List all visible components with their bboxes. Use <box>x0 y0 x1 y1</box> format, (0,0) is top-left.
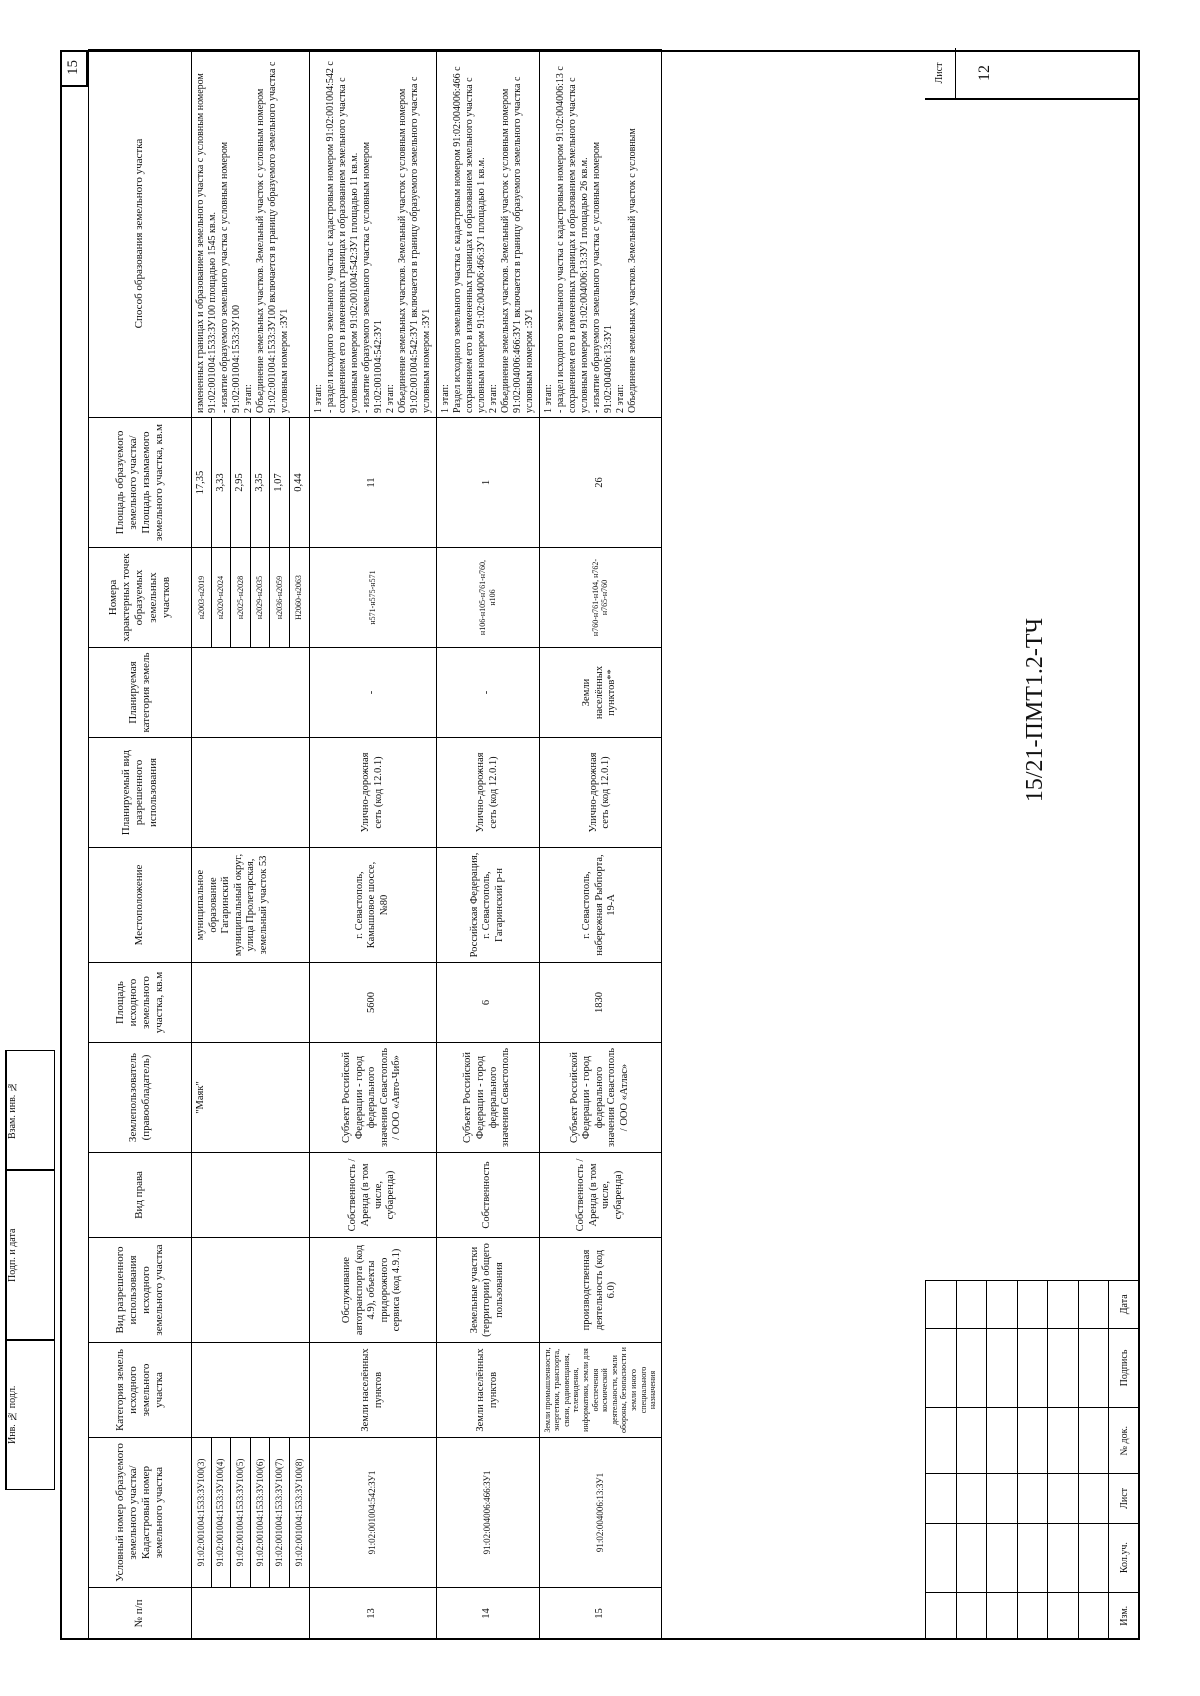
revision-labels-row <box>1109 1281 1140 1640</box>
cell-id: 91:02:004006:466:ЗУ1 <box>436 1438 539 1588</box>
cell-area: 11 <box>309 418 436 548</box>
cell-location: г. Севастополь, набережная Рыбпорта, 19-А <box>539 848 661 963</box>
cell-area: 26 <box>539 418 661 548</box>
margin-label-original: Инв. № подл. <box>6 1341 25 1489</box>
col-num: № п/п <box>89 1588 192 1640</box>
cell-points: н106-н105-н761-н760, н106 <box>436 548 539 648</box>
col-holder: Землепользователь (правообладатель) <box>89 1043 192 1153</box>
rotated-content <box>60 50 1140 1640</box>
margin-label-signature: Подп. и дата <box>6 1171 25 1339</box>
cell-location: Российская Федерация, г. Севастополь, Гагаринский р-н <box>436 848 539 963</box>
cell-id: 91:02:001004:1533:ЗУ100(7) <box>270 1438 290 1588</box>
col-category: Категория земель исходного земельного участка <box>89 1343 192 1438</box>
cell-src-area: 1830 <box>539 963 661 1043</box>
cell-points: н2036-н2059 <box>270 548 290 648</box>
cell-points: Н2060-н2063 <box>289 548 309 648</box>
cell-points: н2020-н2024 <box>211 548 231 648</box>
cell-planned-category: - <box>436 648 539 738</box>
col-src-area: Площадь исходного земельного участка, кв.м <box>89 963 192 1043</box>
cell-right <box>192 1153 310 1238</box>
document-code: 15/21-ПМТ1.2-ТЧ <box>1022 617 1048 803</box>
col-right: Вид права <box>89 1153 192 1238</box>
margin-stamp <box>0 1050 60 1690</box>
title-block <box>925 50 1140 1640</box>
cell-points: н2029-н2035 <box>250 548 270 648</box>
col-location: Местоположение <box>89 848 192 963</box>
cell-src-area <box>192 963 310 1043</box>
table-row <box>436 50 539 1640</box>
cell-area: 3,33 <box>211 418 231 548</box>
cell-id: 91:02:001004:1533:ЗУ100(6) <box>250 1438 270 1588</box>
sheet-box <box>925 48 1140 100</box>
cell-use: Земельные участки (территории) общего пользования <box>436 1238 539 1343</box>
cell-category: Земли промышленности, энергетики, транспорта, связи, радиовещания, телевидения, информатики, земли для обеспечения космической деятельности, земли обороны, безопасности и земли иного специального назначения <box>539 1343 661 1438</box>
cell-planned-category: - <box>309 648 436 738</box>
cell-use: производственная деятельность (код 6.0) <box>539 1238 661 1343</box>
cell-use <box>192 1238 310 1343</box>
cell-use: Обслуживание автотранспорта (код 4.9), объекты придорожного сервиса (код 4.9.1) <box>309 1238 436 1343</box>
cell-id: 91:02:001004:542:ЗУ1 <box>309 1438 436 1588</box>
cell-planned-category: Земли населённых пунктов** <box>539 648 661 738</box>
cell-id: 91:02:001004:1533:ЗУ100(5) <box>231 1438 251 1588</box>
cell-holder: Субъект Российской Федерации - город федерального значения Севастополь / ООО «Атлас» <box>539 1043 661 1153</box>
cell-src-area: 5600 <box>309 963 436 1043</box>
cell-planned-category <box>192 648 310 738</box>
cell-points: н571-н575-н571 <box>309 548 436 648</box>
cell-location: г. Севастополь, Камышовое шоссе, №80 <box>309 848 436 963</box>
table-header-row <box>89 50 192 1640</box>
cell-num: 13 <box>309 1588 436 1640</box>
cell-num <box>192 1588 310 1640</box>
col-planned-category: Планируемая категория земель <box>89 648 192 738</box>
cell-holder: Субъект Российской Федерации - город федерального значения Севастополь / ООО «Авто-Чиб» <box>309 1043 436 1153</box>
table-row <box>539 50 661 1640</box>
cell-num: 15 <box>539 1588 661 1640</box>
cell-id: 91:02:004006:13:ЗУ1 <box>539 1438 661 1588</box>
cell-area: 1,07 <box>270 418 290 548</box>
cell-method: измененных границах и образованием земельного участка с условным номером 91:02:001004:1533:ЗУ100 площадью 1545 кв.м. - изъятие образуемого земельного участка с условным номером 91:02:001004:1533:ЗУ100 2 этап: Объединение земельных участков. Земельный участок с условным номером 91:02:001004:1533:ЗУ100 включается в границу образуемого земельного участка с условным номером :ЗУ1 <box>192 50 310 418</box>
cell-method: 1 этап: Раздел исходного земельного участка с кадастровым номером 91:02:004006:466 с сохранением его в измененных границах и образованием земельного участка с условным номером 91:02:004006:466:ЗУ1 площадью 1 кв.м. 2 этап: Объединение земельных участков. Земельный участок с условным номером 91:02:004006:466:ЗУ1 включается в границу образуемого земельного участка с условным номером :ЗУ1 <box>436 50 539 418</box>
cell-id: 91:02:001004:1533:ЗУ100(3) <box>192 1438 212 1588</box>
cell-src-area: 6 <box>436 963 539 1043</box>
label-signature: Подпись <box>1109 1328 1140 1408</box>
cell-planned-use: Улично-дорожная сеть (код 12.0.1) <box>436 738 539 848</box>
table-row <box>309 50 436 1640</box>
cell-points: н760-н761-н104, н762-н765-н760 <box>539 548 661 648</box>
cell-holder: "Маяк" <box>192 1043 310 1153</box>
cell-area: 17,35 <box>192 418 212 548</box>
col-points: Номера характерных точек образуемых земельных участков <box>89 548 192 648</box>
sheet-number: 12 <box>976 65 993 81</box>
cell-area: 1 <box>436 418 539 548</box>
col-method: Способ образования земельного участка <box>89 50 192 418</box>
cell-area: 2,95 <box>231 418 251 548</box>
cell-right: Собственность / Аренда (в том числе, субаренда) <box>539 1153 661 1238</box>
revision-grid <box>925 1280 1140 1640</box>
cell-method: 1 этап: - раздел исходного земельного участка с кадастровым номером 91:02:004006:13 с сохранением его в измененных границах и образованием земельного участка с условным номером 91:02:004006:13:ЗУ1 площадью 26 кв.м. - изъятие образуемого земельного участка с условным номером 91:02:004006:13:ЗУ1 2 этап: Объединение земельных участков. Земельный участок с условным <box>539 50 661 418</box>
cell-planned-use: Улично-дорожная сеть (код 12.0.1) <box>539 738 661 848</box>
cell-right: Собственность <box>436 1153 539 1238</box>
label-doc: № док. <box>1109 1408 1140 1474</box>
cell-right: Собственность / Аренда (в том числе, субаренда) <box>309 1153 436 1238</box>
margin-cell-replaced <box>5 1050 55 1170</box>
cell-area: 0,44 <box>289 418 309 548</box>
label-date: Дата <box>1109 1281 1140 1329</box>
margin-label-replaced: Взам. инв. № <box>6 1051 25 1169</box>
cell-id: 91:02:001004:1533:ЗУ100(4) <box>211 1438 231 1588</box>
col-planned-use: Планируемый вид разрешенного использования <box>89 738 192 848</box>
label-list: Лист <box>1109 1474 1140 1524</box>
label-izm: Изм. <box>1109 1592 1140 1639</box>
cell-points: н2003-н2019 <box>192 548 212 648</box>
margin-cell-signature <box>5 1170 55 1340</box>
cell-planned-use: Улично-дорожная сеть (код 12.0.1) <box>309 738 436 848</box>
land-plots-table <box>88 49 662 1640</box>
cell-category: Земли населённых пунктов <box>309 1343 436 1438</box>
cell-location: муниципальное образование Гагаринский муниципальный округ, улица Пролетарская, земельный участок 53 <box>192 848 310 963</box>
cell-area: 3,35 <box>250 418 270 548</box>
label-koluch: Кол.уч. <box>1109 1523 1140 1592</box>
cell-category: Земли населённых пунктов <box>436 1343 539 1438</box>
col-area: Площадь образуемого земельного участка/Площадь изымаемого земельного участка, кв.м <box>89 418 192 548</box>
page-number: 15 <box>60 50 88 87</box>
cell-num: 14 <box>436 1588 539 1640</box>
cell-holder: Субъект Российской Федерации - город федерального значения Севастополь <box>436 1043 539 1153</box>
cell-method: 1 этап: - раздел исходного земельного участка с кадастровым номером 91:02:001004:542 с сохранением его в измененных границах и образованием земельного участка с условным номером 91:02:001004:542:ЗУ1 площадью 11 кв.м. - изъятие образуемого земельного участка с условным номером 91:02:001004:542:ЗУ1 2 этап: Объединение земельных участков. Земельный участок с условным номером 91:02:001004:542:ЗУ1 включается в границу образуемого земельного участка с условным номером :ЗУ1 <box>309 50 436 418</box>
cell-planned-use <box>192 738 310 848</box>
cell-category <box>192 1343 310 1438</box>
margin-cell-original <box>5 1340 55 1490</box>
cell-id: 91:02:001004:1533:ЗУ100(8) <box>289 1438 309 1588</box>
cell-points: н2025-н2028 <box>231 548 251 648</box>
sheet-label: Лист <box>925 48 956 98</box>
revision-table <box>925 1280 1140 1640</box>
col-id: Условный номер образуемого земельного участка/ Кадастровый номер земельного участка <box>89 1438 192 1588</box>
col-use: Вид разрешенного использования исходного земельного участка <box>89 1238 192 1343</box>
table-row <box>192 50 212 1640</box>
